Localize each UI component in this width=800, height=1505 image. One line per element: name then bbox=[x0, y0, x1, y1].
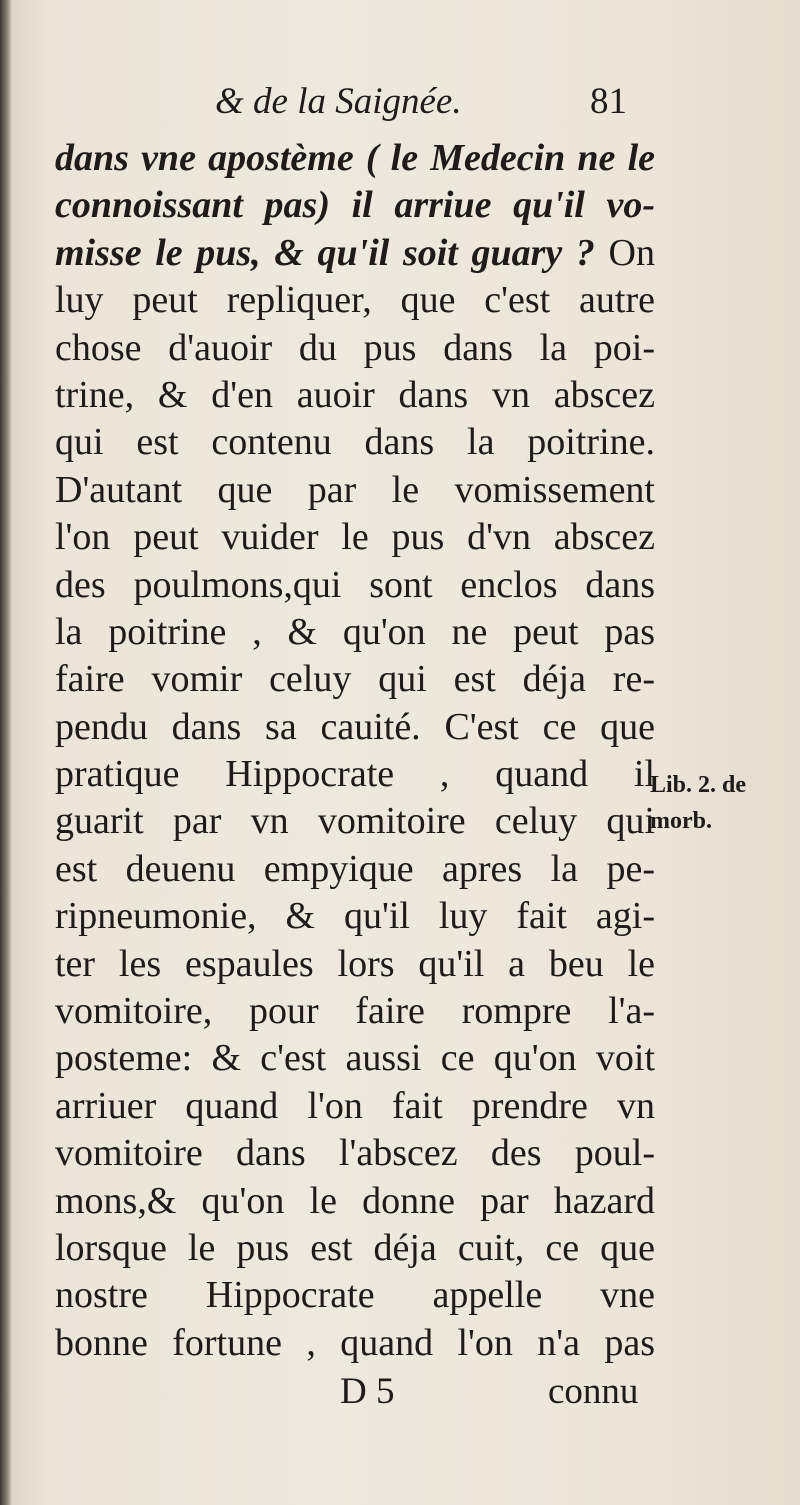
text-line-3-italic: misse le pus, & qu'il soit guary ? bbox=[55, 231, 595, 274]
text-line-15: guarit par vn vomitoire celuy qui bbox=[55, 800, 655, 843]
catchword: connu bbox=[548, 1371, 639, 1412]
text-line-13: pendu dans sa cauité. C'est ce que bbox=[55, 705, 655, 748]
text-line-11: la poitrine , & qu'on ne peut pas bbox=[55, 610, 655, 653]
text-line-12: faire vomir celuy qui est déja re- bbox=[55, 658, 655, 701]
text-line-6: trine, & d'en auoir dans vn abscez bbox=[55, 373, 655, 416]
page-footer bbox=[0, 1370, 800, 1420]
marginal-note-line-2: morb. bbox=[650, 808, 712, 834]
text-line-7: qui est contenu dans la poitrine. bbox=[55, 421, 655, 464]
text-line-2: connoissant pas) il arriue qu'il vo- bbox=[55, 184, 655, 227]
marginal-note-line-1: Lib. 2. de bbox=[650, 772, 747, 798]
text-line-20: posteme: & c'est aussi ce qu'on voit bbox=[55, 1037, 655, 1080]
text-line-17: ripneumonie, & qu'il luy fait agi- bbox=[55, 895, 655, 938]
page-gutter-shadow bbox=[0, 0, 12, 1505]
text-line-3-roman: On bbox=[594, 231, 655, 274]
text-line-26: bonne fortune , quand l'on n'a pas bbox=[55, 1321, 655, 1364]
page-number: 81 bbox=[590, 81, 627, 122]
text-line-8: D'autant que par le vomissement bbox=[55, 468, 655, 511]
page-header bbox=[0, 80, 800, 130]
text-line-3 bbox=[55, 230, 655, 277]
text-line-9: l'on peut vuider le pus d'vn abscez bbox=[55, 516, 655, 559]
text-line-21: arriuer quand l'on fait prendre vn bbox=[55, 1084, 655, 1127]
text-line-22: vomitoire dans l'abscez des poul- bbox=[55, 1132, 655, 1175]
body-text bbox=[55, 135, 655, 1367]
text-line-14: pratique Hippocrate , quand il bbox=[55, 753, 655, 796]
text-line-5: chose d'auoir du pus dans la poi- bbox=[55, 326, 655, 369]
text-line-16: est deuenu empyique apres la pe- bbox=[55, 847, 655, 890]
text-line-23: mons,& qu'on le donne par hazard bbox=[55, 1179, 655, 1222]
running-head: & de la Saignée. bbox=[215, 81, 462, 122]
text-line-25: nostre Hippocrate appelle vne bbox=[55, 1274, 655, 1317]
text-line-24: lorsque le pus est déja cuit, ce que bbox=[55, 1226, 655, 1269]
text-line-19: vomitoire, pour faire rompre l'a- bbox=[55, 990, 655, 1033]
signature-mark: D 5 bbox=[340, 1371, 395, 1412]
text-line-10: des poulmons,qui sont enclos dans bbox=[55, 563, 655, 606]
text-line-4: luy peut repliquer, que c'est autre bbox=[55, 279, 655, 322]
text-line-18: ter les espaules lors qu'il a beu le bbox=[55, 942, 655, 985]
text-line-1: dans vne apostème ( le Medecin ne le bbox=[55, 137, 655, 179]
